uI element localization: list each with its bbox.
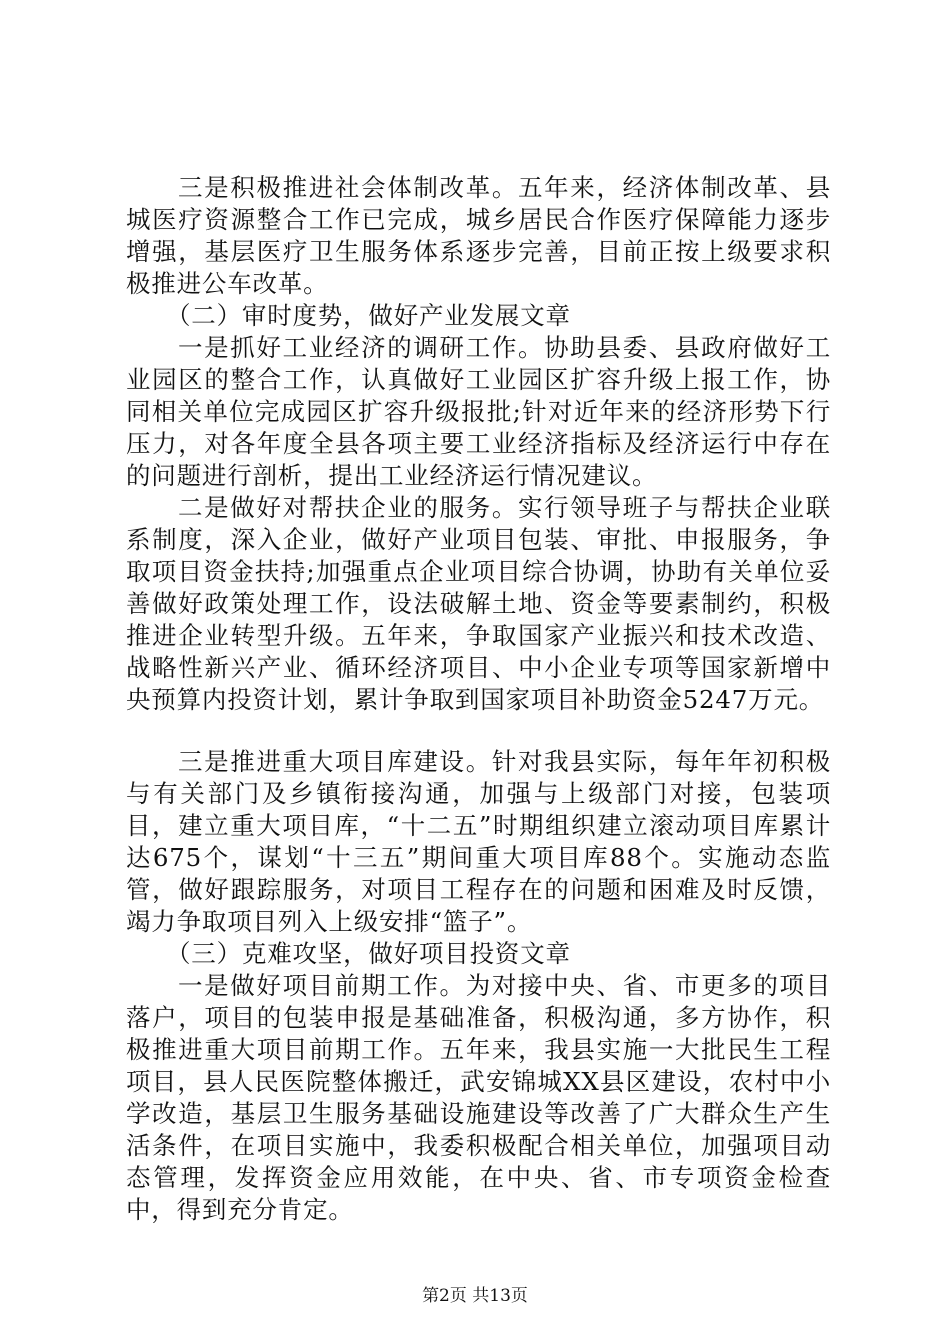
paragraph-project-library: 三是推进重大项目库建设。针对我县实际，每年年初积极与有关部门及乡镇衔接沟通，加强与上级部门对接，包装项目，建立重大项目库，“十二五”时期组织建立滚动项目库累计达675个，谋划“十三五”期间重大项目库88个。实施动态监管，做好跟踪服务，对项目工程存在的问题和困难及时反馈，竭力争取项目列入上级安排“篮子”。 <box>126 747 831 936</box>
document-body <box>126 172 831 1226</box>
paragraph-enterprise-service: 二是做好对帮扶企业的服务。实行领导班子与帮扶企业联系制度，深入企业，做好产业项目包装、审批、申报服务，争取项目资金扶持;加强重点企业项目综合协调，协助有关单位妥善做好政策处理工作，设法破解土地、资金等要素制约，积极推进企业转型升级。五年来，争取国家产业振兴和技术改造、战略性新兴产业、循环经济项目、中小企业专项等国家新增中央预算内投资计划，累计争取到国家项目补助资金5247万元。 <box>126 493 831 714</box>
paragraph-preliminary-work: 一是做好项目前期工作。为对接中央、省、市更多的项目落户，项目的包装申报是基础准备，积极沟通，多方协作，积极推进重大项目前期工作。五年来，我县实施一大批民生工程项目，县人民医院整体搬迁，武安锦城XX县区建设，农村中小学改造，基层卫生服务基础设施建设等改善了广大群众生产生活条件，在项目实施中，我委积极配合相关单位，加强项目动态管理，发挥资金应用效能，在中央、省、市专项资金检查中，得到充分肯定。 <box>126 971 831 1224</box>
paragraph-social-reform: 三是积极推进社会体制改革。五年来，经济体制改革、县城医疗资源整合工作已完成，城乡居民合作医疗保障能力逐步增强，基层医疗卫生服务体系逐步完善，目前正按上级要求积极推进公车改革。 <box>126 173 831 298</box>
section-heading-investment: （三）克难攻坚，做好项目投资文章 <box>166 939 571 968</box>
paragraph-industrial-research: 一是抓好工业经济的调研工作。协助县委、县政府做好工业园区的整合工作，认真做好工业园区扩容升级上报工作，协同相关单位完成园区扩容升级报批;针对近年来的经济形势下行压力，对各年度全县各项主要工业经济指标及经济运行中存在的问题进行剖析，提出工业经济运行情况建议。 <box>126 333 831 490</box>
section-heading-industry: （二）审时度势，做好产业发展文章 <box>166 301 571 330</box>
page-number-footer: 第2页 共13页 <box>422 1286 528 1306</box>
paragraph-spacer <box>126 716 831 746</box>
